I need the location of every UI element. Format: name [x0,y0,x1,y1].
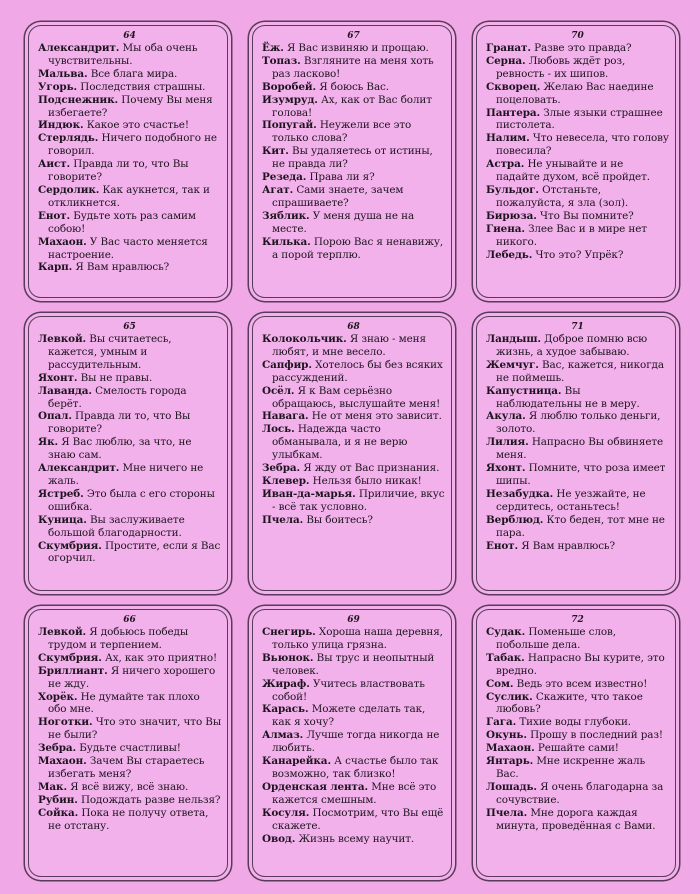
dialogue-entry [486,540,669,553]
entry-text: Разве это правда? [534,42,632,54]
dialogue-entry [38,81,221,94]
speaker-name: Жемчуг. [486,358,539,371]
speaker-name: Осёл. [262,384,295,397]
dialogue-entry [38,261,221,274]
speaker-name: Карась. [262,703,309,716]
card-70 [476,25,676,298]
dialogue-entry [262,678,445,704]
dialogue-entry [262,42,445,55]
entry-text: Я Вас люблю, за что, не знаю сам. [48,436,192,462]
dialogue-entry [38,372,221,385]
entry-text: Кто беден, тот мне не пара. [496,513,665,539]
entry-text: Вы удаляетесь от истины, не правда ли? [272,145,433,171]
speaker-name: Махаон. [38,755,87,768]
entry-text: Вы наблюдательны не в меру. [496,384,640,410]
entry-text: Зачем Вы стараетесь избегать меня? [48,755,205,780]
entry-text: Я к Вам серьёзно обращаюсь, выслушайте меня! [272,384,441,410]
entry-text: Злее Вас и в мире нет никого. [496,222,647,248]
speaker-name: Скворец. [486,80,541,93]
dialogue-entry [262,781,445,807]
speaker-name: Сапфир. [262,358,312,371]
entry-text: Будьте хоть раз самим собою! [48,209,196,235]
speaker-name: Индюк. [38,119,84,132]
card-number: 68 [347,322,360,332]
speaker-name: Жираф. [262,677,310,690]
dialogue-entry [262,807,445,833]
entry-text: Я очень благодарна за сочувствие. [496,780,664,806]
dialogue-entry [38,540,221,566]
dialogue-entry [486,385,669,411]
entry-text: Поменьше слов, побольше дела. [496,626,616,651]
entry-text: Тихие воды глубоки. [519,716,631,729]
entry-text: Помните, что роза имеет шипы. [496,462,666,487]
card-number: 70 [571,31,584,41]
speaker-name: Налим. [486,132,530,145]
speaker-name: Аист. [38,158,71,171]
speaker-name: Незабудка. [486,487,554,500]
dialogue-entry [38,755,221,781]
dialogue-entry [486,410,669,436]
entry-text: Ничего подобного не говорил. [48,132,217,158]
dialogue-entry [38,94,221,120]
card-number: 69 [347,615,360,625]
dialogue-entry [38,42,221,68]
entry-text: Вас, кажется, никогда не поймешь. [496,358,664,384]
speaker-name: Акула. [486,410,526,423]
entry-text: Какое это счастье! [86,119,189,132]
entry-text: Мне дорога каждая минута, проведённая с Вами. [496,806,656,832]
speaker-name: Яхонт. [38,371,78,384]
speaker-name: Орденская лента. [262,780,369,793]
speaker-name: Лаванда. [38,384,92,397]
entry-text: Я добьюсь победы трудом и терпением. [48,626,189,651]
speaker-name: Бриллиант. [38,664,108,677]
dialogue-entry [486,210,669,223]
speaker-name: Александрит. [38,42,120,54]
speaker-name: Рубин. [38,793,78,806]
entry-text: Будьте счастливы! [79,742,181,755]
card-number: 65 [123,322,136,332]
speaker-name: Опал. [38,410,72,423]
speaker-name: Александрит. [38,462,120,475]
card-number: 64 [123,31,136,41]
dialogue-entry [38,626,221,652]
speaker-name: Зебра. [38,742,77,755]
dialogue-entry [38,716,221,742]
entry-text: Решайте сами! [537,742,619,755]
speaker-name: Гиена. [486,222,525,235]
speaker-name: Суслик. [486,690,533,703]
dialogue-entry [486,249,669,262]
speaker-name: Капустница. [486,384,562,397]
entry-text: Что Вы помните? [540,209,634,222]
speaker-name: Янтарь. [486,755,534,768]
speaker-name: Резеда. [262,171,307,184]
card-68 [252,316,452,591]
entry-text: Напрасно Вы обвиняете меня. [496,436,664,462]
dialogue-entry [262,145,445,171]
dialogue-entry [486,158,669,184]
entry-text: Скажите, что такое любовь? [496,690,643,716]
entry-text: Вы не правы. [80,371,153,384]
entry-text: Что невесела, что голову повесила? [496,132,669,158]
speaker-name: Канарейка. [262,755,331,768]
dialogue-entry [38,132,221,158]
entry-text: Посмотрим, что Вы ещё скажете. [272,806,444,832]
dialogue-entry [486,132,669,158]
dialogue-entry [486,81,669,107]
entry-text: Можете сделать так, как я хочу? [272,703,426,729]
dialogue-entry [262,184,445,210]
dialogue-entry [262,359,445,385]
dialogue-entry [38,742,221,755]
speaker-name: Судак. [486,626,526,638]
card-72 [476,609,676,877]
dialogue-entry [486,807,669,833]
dialogue-entry [38,691,221,717]
dialogue-entry [262,514,445,527]
entry-text: Вы боитесь? [306,513,373,526]
dialogue-entry [38,781,221,794]
speaker-name: Пчела. [262,513,304,526]
dialogue-entry [486,436,669,462]
speaker-name: Карп. [38,261,73,274]
entry-text: Мне ничего не жаль. [48,462,204,487]
speaker-name: Попугай. [262,119,317,132]
entry-text: Напрасно Вы курите, это вредно. [496,651,665,677]
entry-text: Я Вам нравлюсь? [75,261,170,274]
dialogue-entry [486,716,669,729]
dialogue-entry [38,119,221,132]
entry-text: Сами знаете, зачем спрашиваете? [272,183,404,209]
card-67 [252,25,452,298]
dialogue-entry [262,755,445,781]
entry-text: У Вас часто меняется настроение. [48,235,208,261]
dialogue-entry [486,223,669,249]
dialogue-entry [38,184,221,210]
entry-text: Как аукнется, так и откликнется. [48,183,210,209]
entry-text: Что это значит, что Вы не были? [48,716,222,742]
speaker-name: Гага. [486,716,517,729]
dialogue-entry [486,359,669,385]
dialogue-entry [262,475,445,488]
entry-text: Хороша наша деревня, только улица грязна. [272,626,443,651]
entry-text: Не от меня это зависит. [311,410,442,423]
speaker-name: Левкой. [38,626,87,638]
speaker-name: Иван-да-марья. [262,487,356,500]
speaker-name: Левкой. [38,333,87,345]
entry-text: Я ничего хорошего не жду. [48,664,216,690]
dialogue-entry [486,729,669,742]
speaker-name: Сом. [486,677,514,690]
speaker-name: Лось. [262,423,295,436]
dialogue-entry [486,488,669,514]
dialogue-entry [38,462,221,488]
speaker-name: Килька. [262,235,311,248]
dialogue-entry [486,626,669,652]
speaker-name: Ястреб. [38,487,84,500]
speaker-name: Бирюза. [486,209,537,222]
entry-text: Простите, если я Вас огорчил. [48,539,221,565]
entry-text: Прошу в последний раз! [530,729,664,742]
dialogue-entry [486,107,669,133]
speaker-name: Изумруд. [262,93,318,106]
entry-text: Смелость города берёт. [48,384,187,410]
dialogue-entry [262,119,445,145]
speaker-name: Навага. [262,410,309,423]
entry-text: Это была с его стороны ошибка. [48,487,215,513]
entry-text: Злые языки страшнее пистолета. [496,106,663,132]
entry-text: Вы заслуживаете большой благодарности. [48,513,185,539]
speaker-name: Махаон. [486,742,535,755]
dialogue-entry [486,55,669,81]
speaker-name: Верблюд. [486,513,544,526]
speaker-name: Снегирь. [262,626,316,638]
speaker-name: Махаон. [38,235,87,248]
entry-text: Мне всё это кажется смешным. [272,780,437,806]
card-number: 71 [571,322,584,332]
speaker-name: Сердолик. [38,183,100,196]
speaker-name: Мальва. [38,67,88,80]
entry-text: У меня душа не на месте. [272,209,415,235]
dialogue-entry [486,678,669,691]
speaker-name: Хорёк. [38,690,78,703]
speaker-name: Стерлядь. [38,132,99,145]
entry-text: Приличие, вкус - всё так условно. [272,487,445,513]
dialogue-entry [262,488,445,514]
speaker-name: Воробей. [262,80,316,93]
entry-text: Учитесь властвовать собой! [272,677,425,703]
entry-text: Ах, как от Вас болит голова! [272,93,432,119]
entry-text: Мне искренне жаль Вас. [496,755,646,780]
entry-text: Что это? Упрёк? [535,248,624,261]
entry-text: Жизнь всему научит. [298,832,415,845]
dialogue-entry [262,729,445,755]
dialogue-entry [38,236,221,262]
speaker-name: Колокольчик. [262,333,347,345]
dialogue-entry [262,423,445,462]
entry-text: Доброе помню всю жизнь, а худое забываю. [496,333,648,358]
dialogue-entry [38,385,221,411]
card-69 [252,609,452,877]
entry-text: Я всё вижу, всё знаю. [70,780,189,793]
dialogue-entry [38,68,221,81]
speaker-name: Табак. [486,651,525,664]
entry-text: Не уезжайте, не сердитесь, останьтесь! [496,487,646,513]
speaker-name: Ландыш. [486,333,541,345]
dialogue-entry [38,514,221,540]
entry-text: Пока не получу ответа, не отстану. [48,806,209,832]
entry-text: Я знаю - меня любят, и мне весело. [272,333,426,358]
speaker-name: Окунь. [486,729,527,742]
dialogue-entry [262,462,445,475]
entry-text: Правда ли то, что Вы говорите? [48,410,191,436]
entry-text: Последствия страшны. [80,80,206,93]
dialogue-entry [486,42,669,55]
dialogue-entry [486,755,669,781]
entry-text: Я Вам нравлюсь? [521,539,615,552]
speaker-name: Овод. [262,832,296,845]
dialogue-entry [262,703,445,729]
entry-text: Отстаньте, пожалуйста, я зла (зол). [496,183,629,209]
speaker-name: Алмаз. [262,729,304,742]
dialogue-entry [262,333,445,359]
dialogue-entry [262,385,445,411]
dialogue-entry [262,94,445,120]
entry-text: Надежда часто обманывала, и я не верю улыбкам. [272,423,408,462]
dialogue-entry [38,794,221,807]
dialogue-entry [38,333,221,372]
entry-text: Хотелось бы без всяких рассуждений. [272,358,443,384]
entry-text: Неужели все это только слова? [272,119,412,145]
entry-text: Права ли я? [309,171,375,184]
speaker-name: Як. [38,436,58,449]
dialogue-entry [38,807,221,833]
speaker-name: Куница. [38,513,87,526]
speaker-name: Зяблик. [262,209,310,222]
dialogue-entry [262,210,445,236]
dialogue-entry [38,158,221,184]
dialogue-entry [486,462,669,488]
entry-text: Я люблю только деньги, золото. [496,410,661,436]
card-number: 72 [571,615,584,625]
entry-text: Мы оба очень чувствительны. [48,42,198,67]
dialogue-entry [486,691,669,717]
dialogue-entry [486,781,669,807]
speaker-name: Вьюнок. [262,651,314,664]
speaker-name: Пчела. [486,806,528,819]
dialogue-entry [38,665,221,691]
speaker-name: Пантера. [486,106,541,119]
speaker-name: Мак. [38,780,67,793]
dialogue-entry [486,333,669,359]
speaker-name: Лошадь. [486,780,537,793]
dialogue-entry [38,210,221,236]
entry-text: Я боюсь Вас. [319,80,389,93]
speaker-name: Скумбрия. [38,539,102,552]
entry-text: Правда ли то, что Вы говорите? [48,158,189,184]
entry-text: Не думайте так плохо обо мне. [48,690,200,716]
speaker-name: Клевер. [262,474,310,487]
dialogue-entry [262,236,445,262]
entry-text: Я жду от Вас признания. [303,462,440,475]
card-64 [28,25,228,298]
entry-text: Лучше тогда никогда не любить. [272,729,440,755]
speaker-name: Бульдог. [486,183,539,196]
entry-text: Подождать разве нельзя? [80,793,221,806]
card-number: 66 [123,615,136,625]
speaker-name: Енот. [486,539,519,552]
entry-text: Не унывайте и не падайте духом, всё пройдет. [496,158,650,184]
dialogue-entry [38,410,221,436]
speaker-name: Зебра. [262,462,301,475]
dialogue-entry [486,514,669,540]
speaker-name: Яхонт. [486,462,526,475]
dialogue-entry [262,410,445,423]
speaker-name: Сойка. [38,806,79,819]
speaker-name: Подснежник. [38,93,119,106]
dialogue-entry [262,81,445,94]
dialogue-entry [486,184,669,210]
card-65 [28,316,228,591]
card-number: 67 [347,31,360,41]
entry-text: Ах, как это приятно! [104,651,218,664]
entry-text: Нельзя было никак! [312,474,422,487]
entry-text: Любовь ждёт роз, ревность - их шипов. [496,54,626,80]
dialogue-entry [486,652,669,678]
speaker-name: Гранат. [486,42,531,54]
speaker-name: Косуля. [262,806,310,819]
speaker-name: Лебедь. [486,248,533,261]
entry-text: А счастье было так возможно, так близко! [272,755,439,780]
entry-text: Желаю Вас наедине поцеловать. [496,80,654,106]
speaker-name: Лилия. [486,436,529,449]
speaker-name: Угорь. [38,80,78,93]
speaker-name: Агат. [262,183,294,196]
dialogue-entry [486,742,669,755]
entry-text: Все блага мира. [90,67,178,80]
speaker-name: Топаз. [262,54,301,67]
dialogue-entry [262,833,445,846]
dialogue-entry [262,171,445,184]
speaker-name: Енот. [38,209,71,222]
entry-text: Порою Вас я ненавижу, а порой терплю. [272,235,444,261]
entry-text: Почему Вы меня избегаете? [48,93,213,119]
speaker-name: Скумбрия. [38,651,102,664]
dialogue-entry [262,55,445,81]
card-66 [28,609,228,877]
speaker-name: Ноготки. [38,716,93,729]
speaker-name: Астра. [486,158,525,171]
dialogue-entry [38,488,221,514]
entry-text: Взгляните на меня хоть раз ласково! [272,54,434,80]
dialogue-entry [262,652,445,678]
dialogue-entry [38,652,221,665]
speaker-name: Ёж. [262,42,284,54]
entry-text: Вы трус и неопытный человек. [272,651,435,677]
speaker-name: Серна. [486,54,526,67]
dialogue-entry [38,436,221,462]
dialogue-entry [262,626,445,652]
entry-text: Ведь это всем известно! [516,677,648,690]
speaker-name: Кит. [262,145,289,158]
entry-text: Вы считаетесь, кажется, умным и рассудительным. [48,333,172,371]
entry-text: Я Вас извиняю и прощаю. [286,42,429,54]
card-71 [476,316,676,591]
